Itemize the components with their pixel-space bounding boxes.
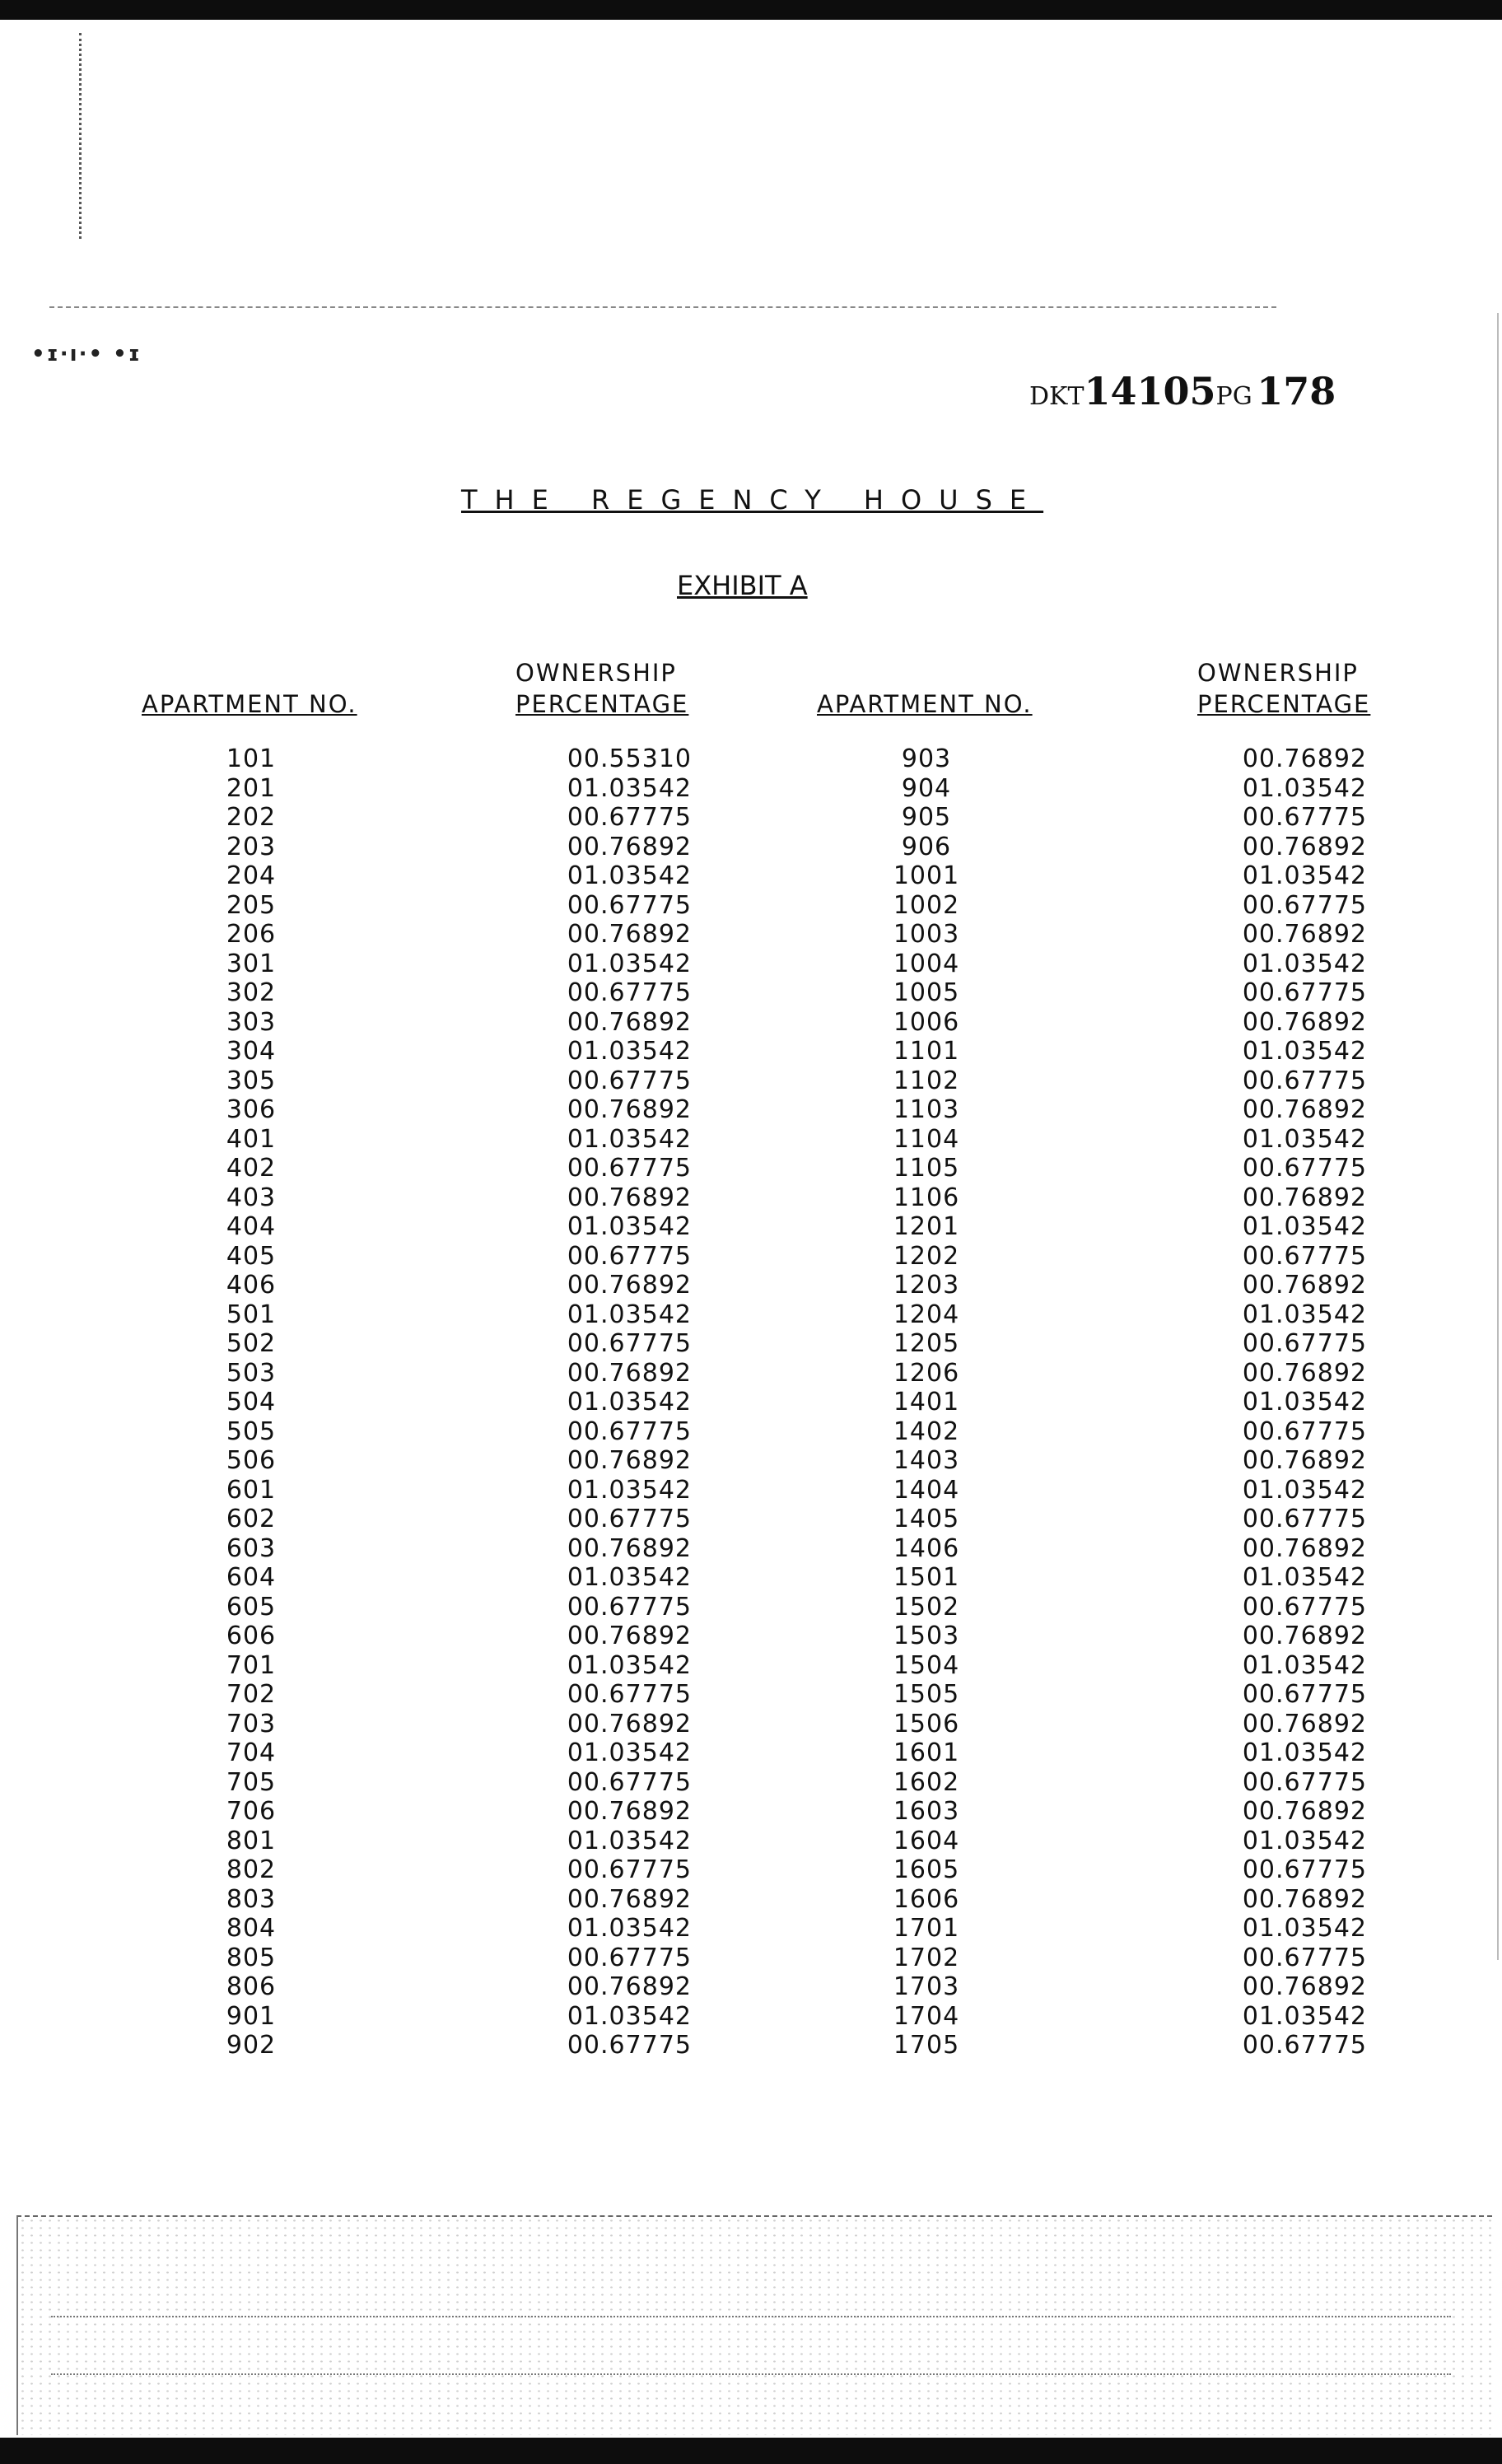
apartment-number: 506 bbox=[226, 1446, 277, 1475]
ownership-percentage: 00.76892 bbox=[1242, 1972, 1367, 2001]
apartment-number: 904 bbox=[901, 773, 952, 803]
apartment-number: 302 bbox=[226, 978, 277, 1007]
ownership-percentage: 01.03542 bbox=[1242, 1037, 1367, 1066]
docket-book: 14105 bbox=[1084, 369, 1216, 413]
ownership-percentage: 01.03542 bbox=[567, 1475, 692, 1505]
ownership-percentage: 00.76892 bbox=[1242, 1007, 1367, 1037]
apartment-number: 1402 bbox=[893, 1416, 960, 1446]
apartment-number: 1004 bbox=[893, 949, 960, 978]
apartment-number: 1504 bbox=[893, 1650, 960, 1680]
apartment-number: 802 bbox=[226, 1855, 277, 1884]
ownership-percentage: 00.67775 bbox=[567, 1066, 692, 1095]
apartment-number: 1404 bbox=[893, 1475, 960, 1505]
apartment-number: 1401 bbox=[893, 1388, 960, 1416]
apartment-number: 206 bbox=[226, 920, 277, 949]
ownership-percentage: 00.76892 bbox=[567, 920, 692, 949]
ownership-percentage: 00.76892 bbox=[1242, 1797, 1367, 1826]
apartment-number: 405 bbox=[226, 1241, 277, 1271]
apartment-number: 1006 bbox=[893, 1007, 960, 1037]
ownership-percentage: 00.67775 bbox=[1242, 1241, 1367, 1271]
ownership-percentage: 00.55310 bbox=[567, 744, 692, 773]
header-ownership-left bbox=[515, 657, 688, 720]
ownership-percentage: 00.67775 bbox=[567, 978, 692, 1007]
ownership-percentage: 00.76892 bbox=[567, 1007, 692, 1037]
ownership-percentage: 00.67775 bbox=[567, 1241, 692, 1271]
ownership-percentage: 00.76892 bbox=[1242, 1533, 1367, 1563]
ownership-percentage: 01.03542 bbox=[567, 773, 692, 803]
ownership-percentage: 01.03542 bbox=[567, 2001, 692, 2031]
apartment-number: 702 bbox=[226, 1680, 277, 1709]
apartment-number: 402 bbox=[226, 1154, 277, 1183]
ownership-percentage: 00.67775 bbox=[1242, 1154, 1367, 1183]
apartment-number: 304 bbox=[226, 1037, 277, 1066]
apartment-number: 1703 bbox=[893, 1972, 960, 2001]
ownership-percentage: 00.76892 bbox=[1242, 1709, 1367, 1738]
apartment-number: 701 bbox=[226, 1650, 277, 1680]
apartment-number: 803 bbox=[226, 1884, 277, 1914]
apartment-number: 1001 bbox=[893, 861, 960, 890]
ownership-percentage: 01.03542 bbox=[567, 1914, 692, 1943]
apartment-number: 503 bbox=[226, 1358, 277, 1388]
ownership-percentage: 01.03542 bbox=[1242, 1475, 1367, 1505]
ownership-percentage: 01.03542 bbox=[567, 861, 692, 890]
ownership-percentage: 00.67775 bbox=[567, 1329, 692, 1358]
header-ownership-right-line1: OWNERSHIP bbox=[1197, 659, 1359, 687]
apartment-number: 1206 bbox=[893, 1358, 960, 1388]
ownership-percentage: 00.67775 bbox=[1242, 1855, 1367, 1884]
ownership-percentage: 00.67775 bbox=[567, 1154, 692, 1183]
ownership-percentage: 00.76892 bbox=[1242, 1271, 1367, 1300]
apartment-number: 1106 bbox=[893, 1183, 960, 1212]
ownership-percentage: 00.76892 bbox=[567, 1972, 692, 2001]
apartment-number: 1002 bbox=[893, 890, 960, 920]
ownership-percentage: 01.03542 bbox=[1242, 1738, 1367, 1767]
ownership-percentage: 00.76892 bbox=[567, 1622, 692, 1650]
header-ownership-right-line2: PERCENTAGE bbox=[1197, 690, 1371, 718]
apartment-number: 1506 bbox=[893, 1709, 960, 1738]
apartment-number: 903 bbox=[901, 744, 952, 773]
apartment-number: 1201 bbox=[893, 1212, 960, 1241]
scan-noise-footer bbox=[16, 2215, 1492, 2435]
apartment-number: 203 bbox=[226, 832, 277, 861]
apartment-number: 1105 bbox=[893, 1154, 960, 1183]
ownership-percentage: 00.67775 bbox=[1242, 890, 1367, 920]
apartment-number: 305 bbox=[226, 1066, 277, 1095]
scan-corner-marks: •ɪ·ı·• •ɪ bbox=[31, 342, 142, 366]
apartment-number: 303 bbox=[226, 1007, 277, 1037]
ownership-percentage: 00.67775 bbox=[1242, 978, 1367, 1007]
apartment-number: 706 bbox=[226, 1797, 277, 1826]
apartment-number: 101 bbox=[226, 744, 277, 773]
docket-page: 178 bbox=[1257, 369, 1336, 413]
apartment-column-left bbox=[198, 744, 305, 2060]
apartment-number: 1005 bbox=[893, 978, 960, 1007]
apartment-number: 1403 bbox=[893, 1446, 960, 1475]
apartment-number: 704 bbox=[226, 1738, 277, 1767]
ownership-percentage: 00.76892 bbox=[1242, 1358, 1367, 1388]
ownership-percentage: 00.76892 bbox=[1242, 1622, 1367, 1650]
ownership-percentage: 00.76892 bbox=[567, 1183, 692, 1212]
ownership-percentage: 00.67775 bbox=[1242, 1943, 1367, 1972]
scan-right-edge bbox=[1497, 313, 1499, 1960]
apartment-number: 306 bbox=[226, 1095, 277, 1124]
apartment-number: 202 bbox=[226, 803, 277, 832]
header-apartment-left bbox=[142, 688, 357, 720]
apartment-number: 1203 bbox=[893, 1271, 960, 1300]
apartment-number: 703 bbox=[226, 1709, 277, 1738]
ownership-percentage: 00.67775 bbox=[567, 1416, 692, 1446]
apartment-number: 401 bbox=[226, 1124, 277, 1154]
ownership-percentage: 01.03542 bbox=[567, 1212, 692, 1241]
ownership-percentage: 00.67775 bbox=[567, 1680, 692, 1709]
ownership-percentage: 00.76892 bbox=[1242, 1884, 1367, 1914]
ownership-percentage: 00.76892 bbox=[567, 832, 692, 861]
ownership-percentage: 00.76892 bbox=[1242, 832, 1367, 861]
apartment-number: 404 bbox=[226, 1212, 277, 1241]
apartment-number: 1003 bbox=[893, 920, 960, 949]
document-title: THE REGENCY HOUSE bbox=[461, 484, 1044, 516]
ownership-percentage: 00.67775 bbox=[567, 1855, 692, 1884]
ownership-percentage: 01.03542 bbox=[1242, 1124, 1367, 1154]
ownership-percentage: 01.03542 bbox=[567, 1124, 692, 1154]
ownership-percentage: 01.03542 bbox=[567, 1563, 692, 1592]
ownership-percentage: 00.76892 bbox=[1242, 744, 1367, 773]
apartment-number: 204 bbox=[226, 861, 277, 890]
apartment-number: 1204 bbox=[893, 1300, 960, 1329]
apartment-number: 804 bbox=[226, 1914, 277, 1943]
header-ownership-left-line1: OWNERSHIP bbox=[515, 659, 677, 687]
ownership-percentage: 00.76892 bbox=[567, 1709, 692, 1738]
apartment-number: 801 bbox=[226, 1826, 277, 1855]
ownership-percentage: 01.03542 bbox=[1242, 1212, 1367, 1241]
ownership-percentage: 01.03542 bbox=[567, 949, 692, 978]
apartment-number: 705 bbox=[226, 1767, 277, 1797]
apartment-number: 1601 bbox=[893, 1738, 960, 1767]
ownership-percentage: 00.76892 bbox=[567, 1797, 692, 1826]
apartment-number: 1102 bbox=[893, 1066, 960, 1095]
scan-noise-rule bbox=[51, 2373, 1451, 2375]
scan-noise-rule bbox=[51, 2316, 1451, 2317]
ownership-percentage: 00.67775 bbox=[1242, 1505, 1367, 1533]
apartment-number: 1604 bbox=[893, 1826, 960, 1855]
apartment-number: 1502 bbox=[893, 1592, 960, 1622]
apartment-number: 1103 bbox=[893, 1095, 960, 1124]
apartment-number: 501 bbox=[226, 1300, 277, 1329]
apartment-number: 601 bbox=[226, 1475, 277, 1505]
ownership-percentage: 00.67775 bbox=[1242, 2031, 1367, 2060]
apartment-number: 1705 bbox=[893, 2031, 960, 2060]
apartment-number: 805 bbox=[226, 1943, 277, 1972]
scan-speckle bbox=[18, 2217, 1492, 2435]
ownership-percentage: 01.03542 bbox=[1242, 1388, 1367, 1416]
ownership-percentage: 00.76892 bbox=[567, 1271, 692, 1300]
ownership-percentage: 00.67775 bbox=[567, 1767, 692, 1797]
apartment-column-right bbox=[873, 744, 980, 2060]
apartment-number: 604 bbox=[226, 1563, 277, 1592]
apartment-number: 602 bbox=[226, 1505, 277, 1533]
ownership-percentage: 01.03542 bbox=[567, 1037, 692, 1066]
ownership-percentage: 00.76892 bbox=[567, 1533, 692, 1563]
ownership-percentage: 00.76892 bbox=[567, 1095, 692, 1124]
apartment-number: 1603 bbox=[893, 1797, 960, 1826]
ownership-percentage: 01.03542 bbox=[1242, 1914, 1367, 1943]
ownership-percentage: 00.67775 bbox=[567, 2031, 692, 2060]
apartment-number: 906 bbox=[901, 832, 952, 861]
apartment-number: 406 bbox=[226, 1271, 277, 1300]
apartment-number: 1605 bbox=[893, 1855, 960, 1884]
apartment-number: 502 bbox=[226, 1329, 277, 1358]
ownership-percentage: 01.03542 bbox=[1242, 949, 1367, 978]
apartment-number: 1704 bbox=[893, 2001, 960, 2031]
apartment-number: 1606 bbox=[893, 1884, 960, 1914]
ownership-percentage: 01.03542 bbox=[567, 1650, 692, 1680]
docket-prefix: DKT bbox=[1029, 382, 1085, 411]
ownership-percentage: 00.67775 bbox=[1242, 1066, 1367, 1095]
apartment-number: 1501 bbox=[893, 1563, 960, 1592]
percentage-column-right bbox=[1202, 744, 1367, 2060]
ownership-percentage: 01.03542 bbox=[567, 1388, 692, 1416]
apartment-number: 1602 bbox=[893, 1767, 960, 1797]
ownership-percentage: 00.76892 bbox=[1242, 1183, 1367, 1212]
ownership-percentage: 00.76892 bbox=[1242, 1446, 1367, 1475]
apartment-number: 605 bbox=[226, 1592, 277, 1622]
ownership-percentage: 00.67775 bbox=[567, 1943, 692, 1972]
apartment-number: 1702 bbox=[893, 1943, 960, 1972]
ownership-percentage: 01.03542 bbox=[1242, 773, 1367, 803]
scan-bottom-border bbox=[0, 2438, 1502, 2464]
ownership-percentage: 01.03542 bbox=[567, 1826, 692, 1855]
ownership-percentage: 00.76892 bbox=[567, 1884, 692, 1914]
apartment-number: 1701 bbox=[893, 1914, 960, 1943]
apartment-number: 1505 bbox=[893, 1680, 960, 1709]
ownership-percentage: 00.67775 bbox=[567, 1505, 692, 1533]
apartment-number: 806 bbox=[226, 1972, 277, 2001]
header-ownership-right bbox=[1197, 657, 1370, 720]
ownership-percentage: 00.67775 bbox=[1242, 1329, 1367, 1358]
ownership-percentage: 00.67775 bbox=[567, 1592, 692, 1622]
header-apartment-right bbox=[817, 688, 1033, 720]
apartment-number: 301 bbox=[226, 949, 277, 978]
scan-top-border bbox=[0, 0, 1502, 20]
apartment-number: 603 bbox=[226, 1533, 277, 1563]
apartment-number: 1503 bbox=[893, 1622, 960, 1650]
ownership-percentage: 00.76892 bbox=[1242, 1095, 1367, 1124]
ownership-percentage: 00.67775 bbox=[1242, 1767, 1367, 1797]
scan-margin-marks bbox=[79, 33, 85, 239]
header-ownership-left-line2: PERCENTAGE bbox=[515, 690, 689, 718]
ownership-percentage: 00.76892 bbox=[567, 1358, 692, 1388]
apartment-number: 905 bbox=[901, 803, 952, 832]
apartment-number: 403 bbox=[226, 1183, 277, 1212]
apartment-number: 606 bbox=[226, 1622, 277, 1650]
apartment-number: 901 bbox=[226, 2001, 277, 2031]
apartment-number: 1101 bbox=[893, 1037, 960, 1066]
header-apartment-left-text: APARTMENT NO. bbox=[142, 690, 357, 718]
ownership-percentage: 01.03542 bbox=[1242, 1563, 1367, 1592]
docket-stamp bbox=[1029, 369, 1336, 413]
ownership-percentage: 00.76892 bbox=[567, 1446, 692, 1475]
ownership-percentage: 00.67775 bbox=[1242, 803, 1367, 832]
ownership-percentage: 00.67775 bbox=[1242, 1416, 1367, 1446]
apartment-number: 902 bbox=[226, 2031, 277, 2060]
ownership-percentage: 01.03542 bbox=[567, 1300, 692, 1329]
apartment-number: 1406 bbox=[893, 1533, 960, 1563]
ownership-percentage: 01.03542 bbox=[1242, 1826, 1367, 1855]
ownership-percentage: 00.76892 bbox=[1242, 920, 1367, 949]
apartment-number: 1205 bbox=[893, 1329, 960, 1358]
apartment-number: 205 bbox=[226, 890, 277, 920]
ownership-percentage: 01.03542 bbox=[1242, 1650, 1367, 1680]
ownership-percentage: 01.03542 bbox=[567, 1738, 692, 1767]
exhibit-label: EXHIBIT A bbox=[677, 570, 808, 601]
apartment-number: 1202 bbox=[893, 1241, 960, 1271]
ownership-percentage: 01.03542 bbox=[1242, 2001, 1367, 2031]
apartment-number: 1405 bbox=[893, 1505, 960, 1533]
apartment-number: 201 bbox=[226, 773, 277, 803]
ownership-percentage: 00.67775 bbox=[567, 803, 692, 832]
ownership-percentage: 00.67775 bbox=[567, 890, 692, 920]
percentage-column-left bbox=[527, 744, 692, 2060]
apartment-number: 504 bbox=[226, 1388, 277, 1416]
docket-pg-label: PG bbox=[1215, 382, 1252, 411]
apartment-number: 505 bbox=[226, 1416, 277, 1446]
ownership-percentage: 01.03542 bbox=[1242, 1300, 1367, 1329]
scan-fold-line bbox=[49, 306, 1276, 308]
header-apartment-right-text: APARTMENT NO. bbox=[817, 690, 1033, 718]
apartment-number: 1104 bbox=[893, 1124, 960, 1154]
ownership-percentage: 00.67775 bbox=[1242, 1592, 1367, 1622]
ownership-percentage: 00.67775 bbox=[1242, 1680, 1367, 1709]
ownership-percentage: 01.03542 bbox=[1242, 861, 1367, 890]
